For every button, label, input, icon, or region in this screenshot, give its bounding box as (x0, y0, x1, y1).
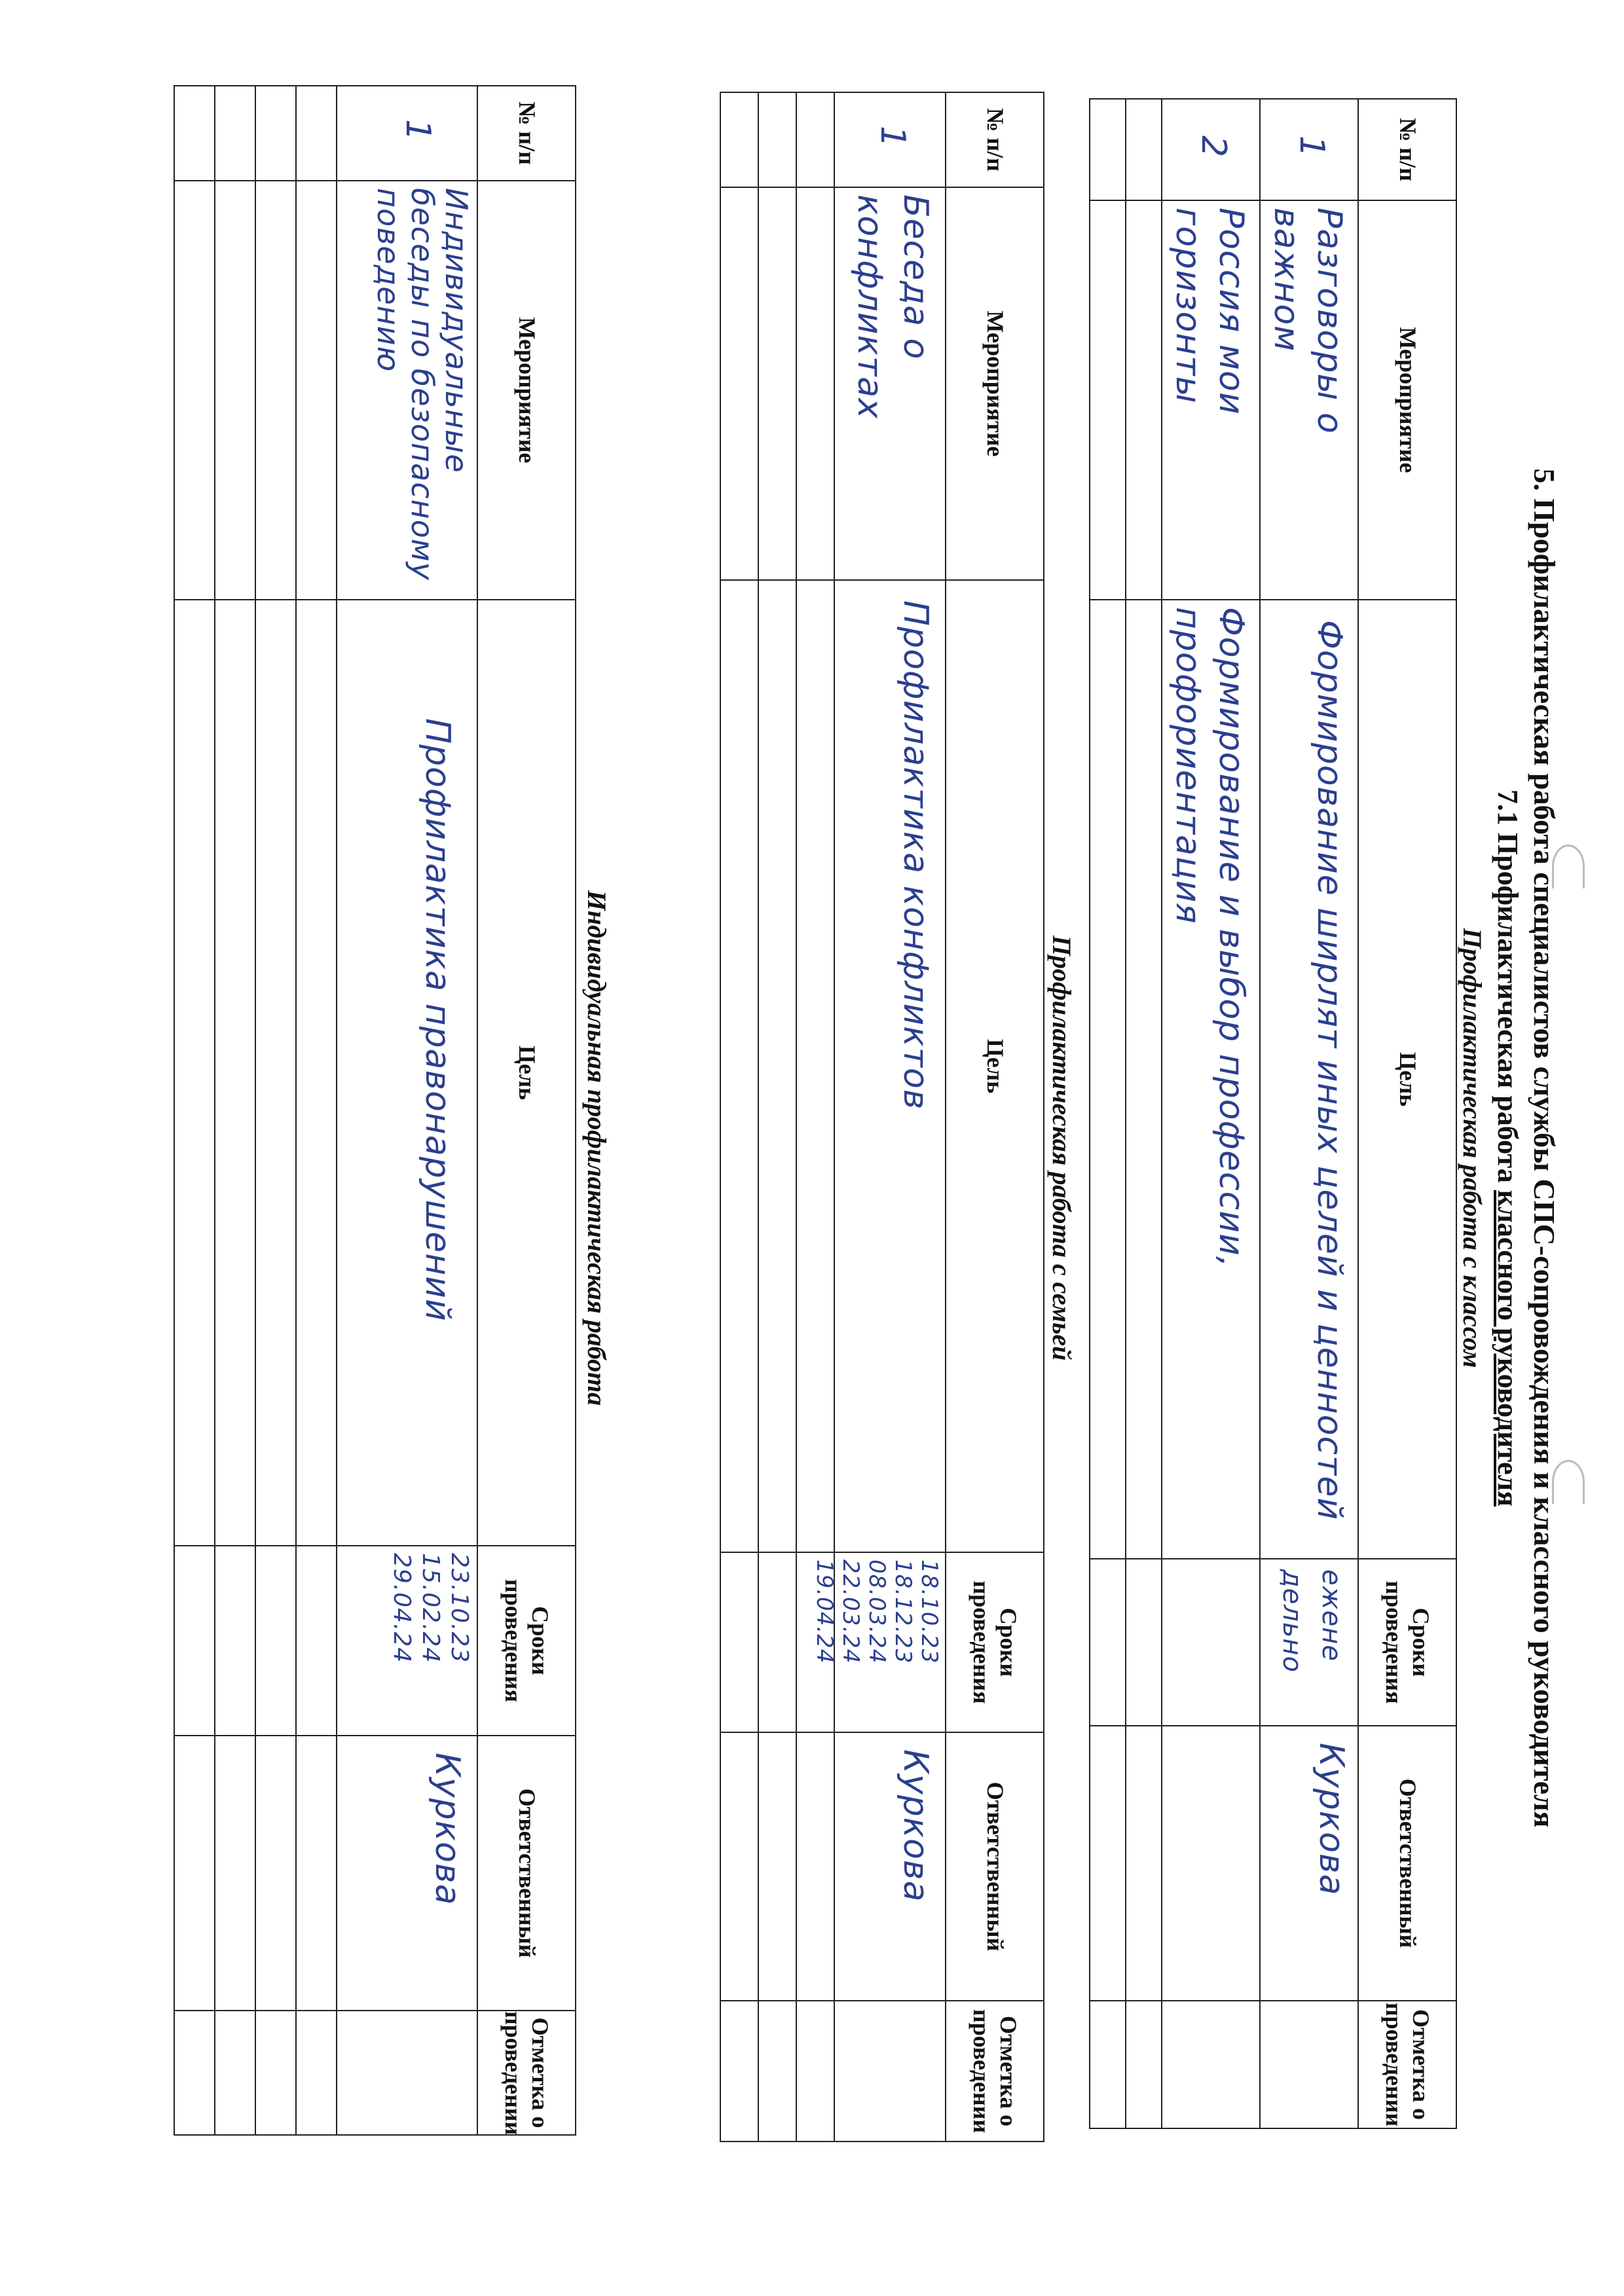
punch-hole-mark (1552, 845, 1585, 888)
header-responsible: Ответственный (477, 1736, 576, 2011)
cell-num: 1 (398, 119, 437, 142)
table-row (215, 86, 255, 2135)
header-num: № п/п (1358, 99, 1456, 200)
cell-dates: ежене дельно (1277, 1569, 1346, 1673)
table-row (796, 92, 834, 2141)
cell-goal: Профилактика правонарушений (418, 718, 457, 1322)
table-row (296, 86, 337, 2135)
table-row (337, 86, 477, 2135)
table-row (720, 92, 758, 2141)
subtitle-prefix: 7.1 Профилактическая работа (1492, 789, 1524, 1190)
cell-responsible: Куркова (428, 1753, 467, 1906)
table-row (1260, 99, 1358, 2128)
header-responsible: Ответственный (946, 1732, 1044, 2001)
table-family-work (720, 92, 1044, 2142)
header-num: № п/п (477, 86, 576, 181)
cell-num: 1 (1292, 136, 1331, 158)
cell-num: 2 (1194, 136, 1233, 158)
document-title: 5. Профилактическая работа специалистов службы СПС-сопровождения и классного руководителя (1528, 468, 1561, 1828)
cell-event: Беседа о конфликтах (850, 194, 935, 420)
table-row (1162, 99, 1260, 2128)
cell-num: 1 (873, 126, 912, 149)
table-header-row (477, 86, 576, 2135)
cell-dates: 23.10.23 15.02.24 29.04.24 (388, 1553, 473, 1664)
table-class-work (1089, 98, 1457, 2129)
header-mark: Отметка о проведении (1358, 2001, 1456, 2128)
header-event: Мероприятие (1358, 200, 1456, 600)
table-row (174, 86, 215, 2135)
header-dates: Сроки проведения (477, 1546, 576, 1736)
header-event: Мероприятие (946, 187, 1044, 580)
header-goal: Цель (946, 580, 1044, 1552)
document-subtitle (1491, 0, 1524, 2296)
cell-goal: Формирование и выбор профессии, профориентация (1168, 607, 1251, 1268)
cell-event: Индивидуальные беседы по безопасному поведению (371, 188, 474, 581)
punch-hole-mark (1552, 1460, 1585, 1504)
cell-dates: 18.10.23 18.12.23 08.03.24 22.03.24 19.04.24 (811, 1559, 942, 1664)
header-mark: Отметка о проведении (477, 2011, 576, 2135)
header-event: Мероприятие (477, 181, 576, 600)
cell-responsible: Куркова (1312, 1743, 1351, 1896)
table-row (255, 86, 296, 2135)
table-row (758, 92, 796, 2141)
subtitle-underlined: классного руководителя (1492, 1190, 1524, 1507)
table-row (1090, 99, 1126, 2128)
cell-goal: Формирование ширлят иных целей и ценностей (1310, 620, 1349, 1521)
table-row (834, 92, 946, 2141)
header-goal: Цель (1358, 600, 1456, 1559)
table-header-row (1358, 99, 1456, 2128)
header-responsible: Ответственный (1358, 1726, 1456, 2001)
header-dates: Сроки проведения (1358, 1559, 1456, 1726)
cell-goal: Профилактика конфликтов (896, 600, 935, 1110)
section-title-individual: Индивидуальная профилактическая работа (582, 890, 612, 1406)
cell-responsible: Куркова (896, 1749, 935, 1903)
header-mark: Отметка о проведении (946, 2001, 1044, 2141)
header-dates: Сроки проведения (946, 1552, 1044, 1732)
header-num: № п/п (946, 92, 1044, 187)
table-individual-work (174, 85, 576, 2136)
section-title-family: Профилактическая работа с семьей (1047, 935, 1077, 1361)
table-header-row (946, 92, 1044, 2141)
cell-event: Россия мои горизонты (1168, 208, 1251, 415)
table-row (1126, 99, 1162, 2128)
cell-event: Разговоры о важном (1266, 208, 1349, 434)
section-title-class: Профилактическая работа с классом (1458, 928, 1487, 1368)
header-goal: Цель (477, 600, 576, 1546)
